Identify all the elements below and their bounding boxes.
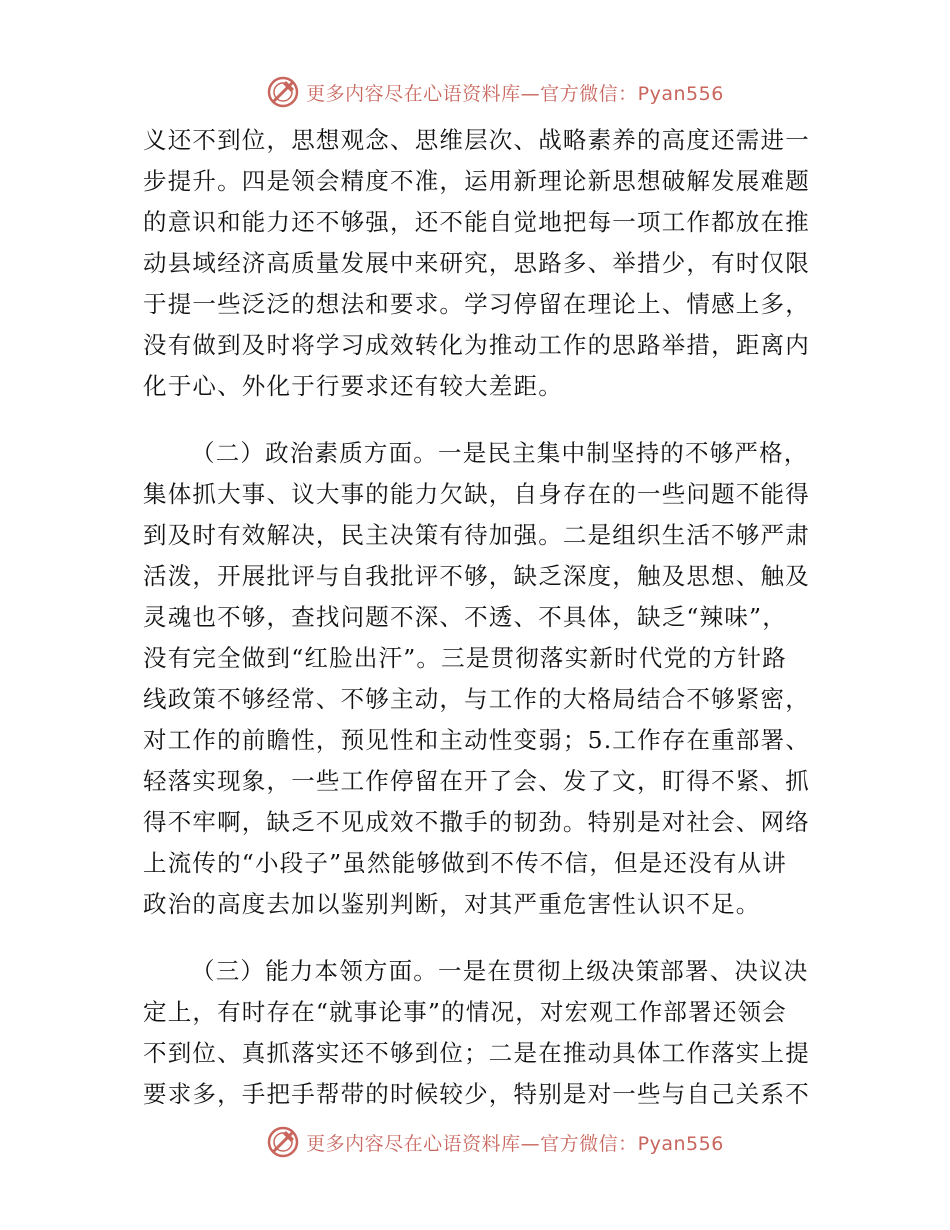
text-line: 定上，有时存在“就事论事”的情况，对宏观工作部署还领会	[143, 998, 787, 1026]
text-line: 得不牢啊，缺乏不见成效不撒手的韧劲。特别是对社会、网络	[143, 808, 810, 836]
seal-logo-icon	[266, 1125, 300, 1159]
paragraph-1	[143, 120, 811, 407]
text-line: 轻落实现象，一些工作停留在开了会、发了文，盯得不紧、抓	[143, 767, 810, 795]
header-banner-inner	[226, 75, 724, 109]
footer-banner	[0, 1122, 950, 1162]
text-line: 的意识和能力还不够强，还不能自觉地把每一项工作都放在推	[143, 208, 810, 236]
text-line: 线政策不够经常、不够主动，与工作的大格局结合不够紧密，	[143, 685, 810, 713]
text-line: 于提一些泛泛的想法和要求。学习停留在理论上、情感上多，	[143, 290, 810, 318]
footer-banner-inner	[226, 1125, 724, 1159]
text-line: 灵魂也不够，查找问题不深、不透、不具体，缺乏“辣味”，	[143, 603, 787, 631]
text-line: 到及时有效解决，民主决策有待加强。二是组织生活不够严肃	[143, 521, 810, 549]
text-line: 政治的高度去加以鉴别判断，对其严重危害性认识不足。	[143, 890, 761, 918]
text-line: 化于心、外化于行要求还有较大差距。	[143, 372, 563, 400]
text-line: （三）能力本领方面。一是在贯彻上级决策部署、决议决	[191, 957, 809, 985]
text-line: （二）政治素质方面。一是民主集中制坚持的不够严格，	[191, 439, 809, 467]
header-banner	[0, 72, 950, 112]
text-line: 动县域经济高质量发展中来研究，思路多、举措少，有时仅限	[143, 249, 810, 277]
text-line: 义还不到位，思想观念、思维层次、战略素养的高度还需进一	[143, 126, 810, 154]
text-line: 不到位、真抓落实还不够到位；二是在推动具体工作落实上提	[143, 1039, 810, 1067]
text-line: 活泼，开展批评与自我批评不够，缺乏深度，触及思想、触及	[143, 562, 810, 590]
text-line: 对工作的前瞻性，预见性和主动性变弱；5.工作存在重部署、	[143, 726, 811, 754]
paragraph-3	[143, 951, 811, 1115]
footer-banner-text: 更多内容尽在心语资料库—官方微信：Pyan556	[306, 1132, 724, 1155]
header-banner-text: 更多内容尽在心语资料库—官方微信：Pyan556	[306, 82, 724, 105]
seal-logo-icon	[266, 75, 300, 109]
text-line: 没有完全做到“红脸出汗”。三是贯彻落实新时代党的方针路	[143, 644, 787, 672]
paragraph-gap	[143, 925, 811, 951]
text-line: 上流传的“小段子”虽然能够做到不传不信，但是还没有从讲	[143, 849, 787, 877]
document-body	[143, 120, 811, 1115]
text-line: 没有做到及时将学习成效转化为推动工作的思路举措，距离内	[143, 331, 810, 359]
text-line: 步提升。四是领会精度不准，运用新理论新思想破解发展难题	[143, 167, 810, 195]
paragraph-2	[143, 433, 811, 925]
text-line: 集体抓大事、议大事的能力欠缺，自身存在的一些问题不能得	[143, 480, 810, 508]
paragraph-gap	[143, 407, 811, 433]
text-line: 要求多，手把手帮带的时候较少，特别是对一些与自己关系不	[143, 1080, 810, 1108]
